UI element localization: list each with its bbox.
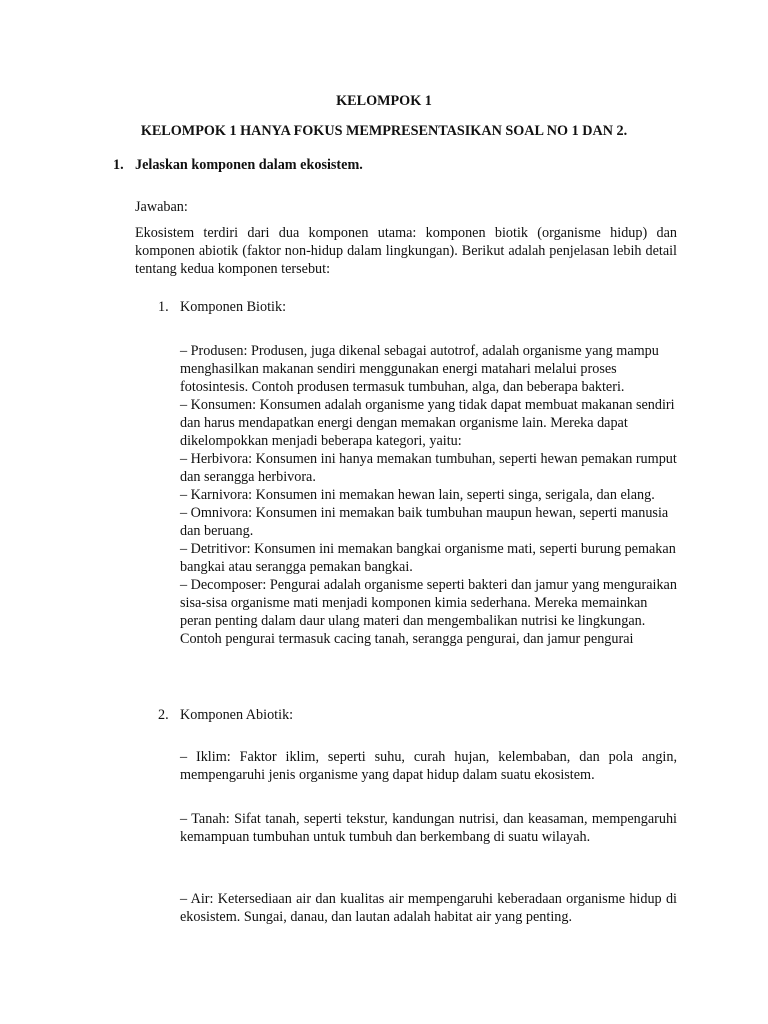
abiotik-item-tanah: – Tanah: Sifat tanah, seperti tekstur, kandungan nutrisi, dan keasaman, mempengaruhi kemampuan tumbuhan untuk tumbuh dan berkembang di suatu wilayah.	[180, 811, 677, 845]
biotik-item-decomposer: – Decomposer: Pengurai adalah organisme seperti bakteri dan jamur yang menguraikan sisa-sisa organisme mati menjadi komponen kimia sederhana. Mereka memainkan peran penting dalam daur ulang materi dan mengembalikan nutrisi ke lingkungan. Contoh pengurai termasuk cacing tanah, serangga pengurai, dan jamur pengurai	[180, 577, 677, 647]
section-abiotik-heading	[158, 706, 293, 724]
section-biotik-heading	[158, 298, 286, 316]
section-title: Komponen Abiotik:	[180, 707, 294, 723]
abiotik-item-iklim: – Iklim: Faktor iklim, seperti suhu, curah hujan, kelembaban, dan pola angin, mempengaruhi jenis organisme yang dapat hidup dalam suatu ekosistem.	[180, 749, 677, 783]
biotik-item-karnivora: – Karnivora: Konsumen ini memakan hewan lain, seperti singa, serigala, dan elang.	[180, 487, 655, 503]
document-subtitle: KELOMPOK 1 HANYA FOKUS MEMPRESENTASIKAN SOAL NO 1 DAN 2.	[140, 123, 628, 139]
abiotik-item-air: – Air: Ketersediaan air dan kualitas air mempengaruhi keberadaan organisme hidup di ekosistem. Sungai, danau, dan lautan adalah habitat air yang penting.	[180, 891, 677, 925]
section-number: 1.	[158, 299, 169, 315]
section-title: Komponen Biotik:	[180, 299, 287, 315]
section-biotik-body	[180, 342, 677, 648]
document-title: KELOMPOK 1	[336, 93, 432, 109]
answer-label: Jawaban:	[135, 199, 188, 215]
biotik-item-herbivora: – Herbivora: Konsumen ini hanya memakan tumbuhan, seperti hewan pemakan rumput dan serangga herbivora.	[180, 451, 677, 485]
biotik-item-konsumen: – Konsumen: Konsumen adalah organisme yang tidak dapat membuat makanan sendiri dan harus mendapatkan energi dengan memakan organisme lain. Mereka dapat dikelompokkan menjadi beberapa kategori, yaitu:	[180, 397, 675, 449]
biotik-item-produsen: – Produsen: Produsen, juga dikenal sebagai autotrof, adalah organisme yang mampu menghasilkan makanan sendiri menggunakan energi matahari melalui proses fotosintesis. Contoh produsen termasuk tumbuhan, alga, dan beberapa bakteri.	[180, 343, 659, 395]
question-number: 1.	[113, 157, 124, 173]
question-1	[113, 156, 363, 174]
biotik-item-detritivor: – Detritivor: Konsumen ini memakan bangkai organisme mati, seperti burung pemakan bangkai atau serangga pemakan bangkai.	[180, 541, 676, 575]
question-text: Jelaskan komponen dalam ekosistem.	[135, 157, 363, 173]
section-number: 2.	[158, 707, 169, 723]
biotik-item-omnivora: – Omnivora: Konsumen ini memakan baik tumbuhan maupun hewan, seperti manusia dan beruang.	[180, 505, 669, 539]
answer-intro: Ekosistem terdiri dari dua komponen utama: komponen biotik (organisme hidup) dan komponen abiotik (faktor non-hidup dalam lingkungan). Berikut adalah penjelasan lebih detail tentang kedua komponen tersebut:	[135, 225, 677, 277]
